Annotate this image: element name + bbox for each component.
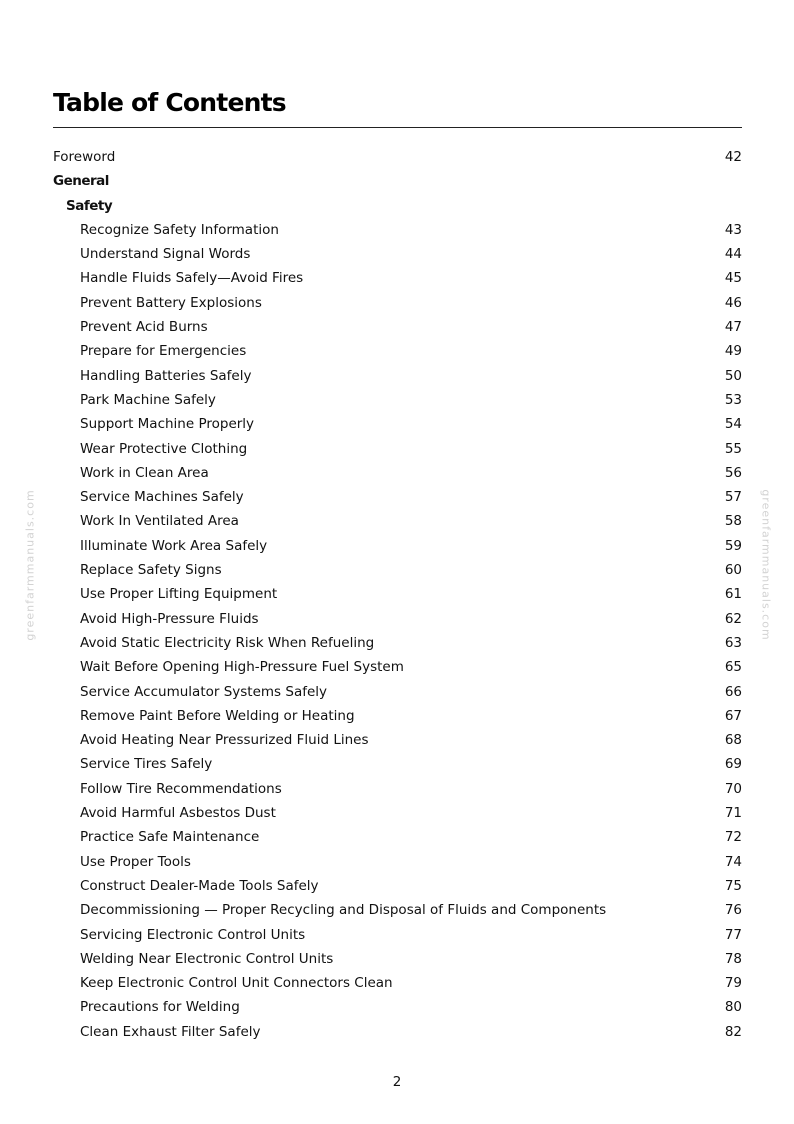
toc-entry[interactable] [53,704,742,728]
toc-entry[interactable] [53,777,742,801]
toc-entry[interactable] [53,534,742,558]
toc-entry[interactable] [53,558,742,582]
toc-entry[interactable] [53,461,742,485]
toc-entry-page-number: 45 [724,270,742,287]
toc-entry-title: Use Proper Tools [80,853,191,870]
toc-entry-page-number: 66 [724,683,742,700]
toc-entry[interactable] [53,607,742,631]
toc-entry[interactable] [53,266,742,290]
toc-entry[interactable] [53,509,742,533]
toc-entry-page-number: 76 [724,902,742,919]
toc-entry-title: Park Machine Safely [80,391,216,408]
toc-entry-title: Precautions for Welding [80,999,240,1016]
toc-entry[interactable] [53,728,742,752]
toc-section-heading [53,169,742,193]
toc-entry[interactable] [53,825,742,849]
toc-entry-page-number: 53 [724,391,742,408]
toc-entry-page-number: 82 [724,1023,742,1040]
toc-entry-title: Handling Batteries Safely [80,367,252,384]
toc-entry-page-number: 77 [724,926,742,943]
toc-entry[interactable] [53,801,742,825]
toc-entry[interactable] [53,364,742,388]
toc-entry[interactable] [53,339,742,363]
title-divider [53,127,742,128]
toc-entry[interactable] [53,145,742,169]
toc-entry-title: Prepare for Emergencies [80,343,247,360]
toc-entry[interactable] [53,582,742,606]
toc-entry-page-number: 47 [724,319,742,336]
toc-entry-page-number: 63 [724,634,742,651]
toc-entry[interactable] [53,485,742,509]
toc-entry-title: Replace Safety Signs [80,562,222,579]
toc-entry-title: Illuminate Work Area Safely [80,537,268,554]
toc-entry-title: Clean Exhaust Filter Safely [80,1023,261,1040]
toc-entry[interactable] [53,315,742,339]
toc-entry-page-number: 70 [724,780,742,797]
toc-entry-title: Use Proper Lifting Equipment [80,586,278,603]
toc-entry-title: Service Machines Safely [80,489,244,506]
toc-entry[interactable] [53,388,742,412]
toc-entry-page-number: 49 [724,343,742,360]
toc-entry-title: Follow Tire Recommendations [80,780,282,797]
toc-entry-title: Prevent Battery Explosions [80,294,262,311]
toc-entry-title: Avoid High-Pressure Fluids [80,610,259,627]
toc-entry-page-number: 74 [724,853,742,870]
toc-list [53,145,742,1044]
toc-entry-title: Construct Dealer-Made Tools Safely [80,877,319,894]
toc-entry-title: Safety [66,197,113,214]
toc-entry[interactable] [53,752,742,776]
toc-section-heading [53,194,742,218]
toc-entry-title: General [53,173,109,190]
toc-entry-title: Service Accumulator Systems Safely [80,683,328,700]
toc-entry-page-number: 71 [724,805,742,822]
toc-entry-title: Recognize Safety Information [80,221,279,238]
watermark-right: greenfarmmanuals.com [759,489,773,641]
toc-entry-title: Practice Safe Maintenance [80,829,260,846]
toc-entry-page-number: 68 [724,732,742,749]
toc-entry-title: Prevent Acid Burns [80,319,208,336]
toc-entry-page-number: 59 [724,537,742,554]
toc-entry[interactable] [53,218,742,242]
toc-entry[interactable] [53,947,742,971]
toc-entry-title: Support Machine Properly [80,416,255,433]
toc-entry[interactable] [53,995,742,1019]
toc-entry-title: Welding Near Electronic Control Units [80,950,334,967]
toc-entry-page-number: 69 [724,756,742,773]
toc-entry[interactable] [53,850,742,874]
page-title: Table of Contents [53,88,286,117]
toc-entry[interactable] [53,898,742,922]
toc-entry-title: Understand Signal Words [80,246,251,263]
page-number: 2 [392,1074,402,1090]
toc-entry-title: Avoid Static Electricity Risk When Refueling [80,634,375,651]
toc-entry[interactable] [53,291,742,315]
toc-entry[interactable] [53,412,742,436]
toc-entry-page-number: 62 [724,610,742,627]
toc-entry-page-number: 80 [724,999,742,1016]
toc-entry[interactable] [53,242,742,266]
toc-entry[interactable] [53,1020,742,1044]
toc-entry-title: Work In Ventilated Area [80,513,239,530]
toc-entry-page-number: 42 [724,149,742,165]
toc-entry[interactable] [53,923,742,947]
toc-entry-page-number: 60 [724,562,742,579]
toc-entry-title: Servicing Electronic Control Units [80,926,306,943]
toc-entry-page-number: 54 [724,416,742,433]
toc-entry[interactable] [53,971,742,995]
toc-entry[interactable] [53,437,742,461]
toc-entry-page-number: 75 [724,877,742,894]
toc-entry[interactable] [53,631,742,655]
toc-entry-page-number: 78 [724,950,742,967]
toc-entry-page-number: 79 [724,975,742,992]
toc-entry-title: Work in Clean Area [80,464,209,481]
toc-entry-page-number: 61 [724,586,742,603]
toc-entry-page-number: 50 [724,367,742,384]
toc-entry[interactable] [53,874,742,898]
toc-entry-title: Wear Protective Clothing [80,440,248,457]
toc-entry-title: Service Tires Safely [80,756,213,773]
toc-entry-page-number: 44 [724,246,742,263]
toc-entry-title: Avoid Heating Near Pressurized Fluid Lines [80,732,369,749]
toc-entry-page-number: 67 [724,707,742,724]
toc-entry-title: Foreword [53,149,116,165]
toc-entry-page-number: 43 [724,221,742,238]
toc-entry[interactable] [53,655,742,679]
toc-entry-title: Remove Paint Before Welding or Heating [80,707,355,724]
toc-entry-title: Handle Fluids Safely—Avoid Fires [80,270,304,287]
toc-entry-title: Decommissioning — Proper Recycling and Disposal of Fluids and Components [80,902,607,919]
toc-entry-page-number: 55 [724,440,742,457]
toc-entry-page-number: 56 [724,464,742,481]
toc-entry-page-number: 46 [724,294,742,311]
toc-entry-title: Avoid Harmful Asbestos Dust [80,805,276,822]
watermark-left: greenfarmmanuals.com [23,489,37,641]
toc-entry-page-number: 72 [724,829,742,846]
toc-entry-page-number: 57 [724,489,742,506]
toc-entry-page-number: 65 [724,659,742,676]
toc-entry-title: Wait Before Opening High-Pressure Fuel System [80,659,404,676]
toc-entry-title: Keep Electronic Control Unit Connectors Clean [80,975,393,992]
toc-entry-page-number: 58 [724,513,742,530]
toc-entry[interactable] [53,680,742,704]
